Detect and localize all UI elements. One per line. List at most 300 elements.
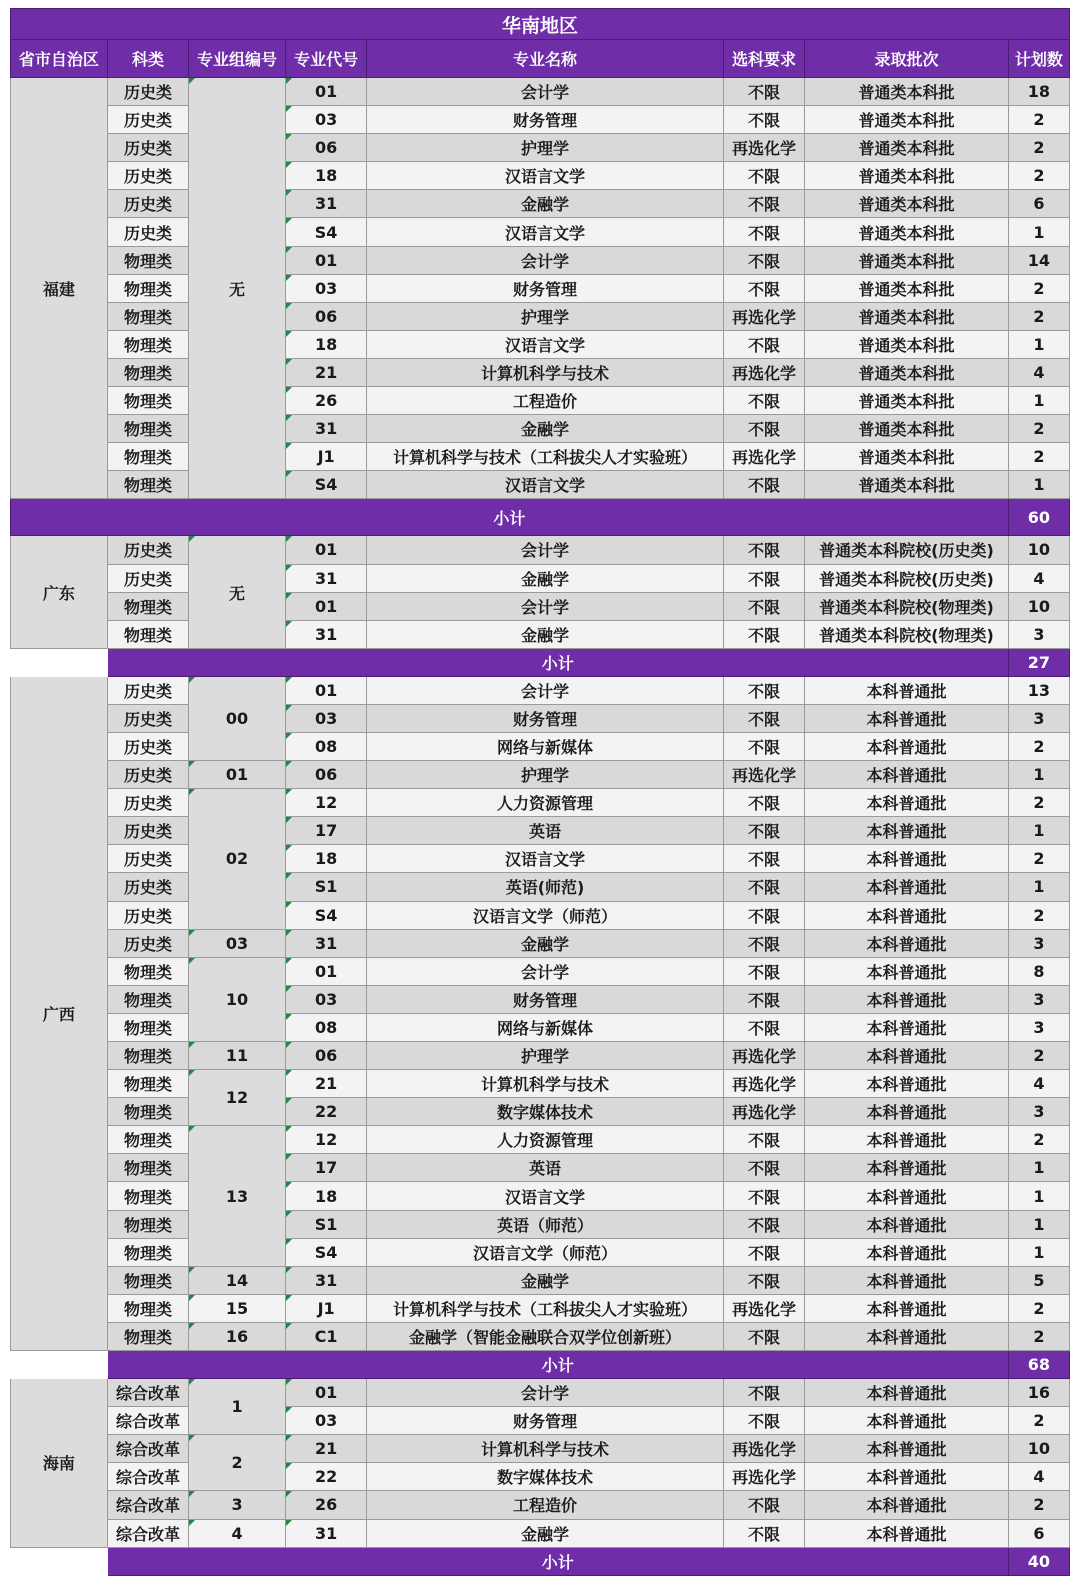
group-code-cell: 14 [189,1266,286,1294]
major-code-cell: 03 [285,274,366,302]
table-row [11,761,1070,789]
table-row [11,592,1070,620]
category-cell: 历史类 [107,929,188,957]
category-cell: 历史类 [107,704,188,732]
batch-cell: 普通类本科批 [805,358,1009,386]
requirement-cell: 再选化学 [723,1435,804,1463]
plan-cell: 4 [1008,358,1069,386]
major-name-cell: 工程造价 [367,1491,723,1519]
major-code-cell: 22 [285,1098,366,1126]
plan-cell: 2 [1008,1126,1069,1154]
category-cell: 历史类 [107,190,188,218]
subtotal-row [11,499,1070,536]
header-group-code: 专业组编号 [189,40,286,78]
plan-cell: 3 [1008,985,1069,1013]
table-row [11,1042,1070,1070]
requirement-cell: 不限 [723,1379,804,1407]
table-row [11,732,1070,760]
requirement-cell: 不限 [723,620,804,648]
requirement-cell: 不限 [723,873,804,901]
plan-cell: 1 [1008,817,1069,845]
table-row [11,845,1070,873]
category-cell: 历史类 [107,536,188,564]
requirement-cell: 不限 [723,1322,804,1350]
subtotal-row [11,1351,1070,1379]
table-row [11,218,1070,246]
requirement-cell: 不限 [723,704,804,732]
category-cell: 历史类 [107,817,188,845]
requirement-cell: 不限 [723,162,804,190]
category-cell: 历史类 [107,901,188,929]
batch-cell: 本科普通批 [805,929,1009,957]
plan-cell: 2 [1008,1042,1069,1070]
category-cell: 综合改革 [107,1435,188,1463]
table-row [11,789,1070,817]
major-name-cell: 会计学 [367,676,723,704]
batch-cell: 普通类本科批 [805,302,1009,330]
major-code-cell: 06 [285,134,366,162]
major-name-cell: 金融学 [367,1519,723,1547]
major-code-cell: 01 [285,536,366,564]
major-name-cell: 网络与新媒体 [367,1013,723,1041]
batch-cell: 本科普通批 [805,704,1009,732]
plan-cell: 2 [1008,162,1069,190]
category-cell: 物理类 [107,1126,188,1154]
category-cell: 物理类 [107,443,188,471]
major-name-cell: 英语（师范） [367,1210,723,1238]
subtotal-value: 60 [1008,499,1069,536]
category-cell: 历史类 [107,162,188,190]
plan-cell: 3 [1008,1098,1069,1126]
major-code-cell: 31 [285,564,366,592]
header-plan: 计划数 [1008,40,1069,78]
batch-cell: 普通类本科院校(历史类) [805,564,1009,592]
batch-cell: 普通类本科批 [805,246,1009,274]
batch-cell: 本科普通批 [805,1154,1009,1182]
batch-cell: 本科普通批 [805,1266,1009,1294]
major-name-cell: 会计学 [367,78,723,106]
group-code-cell: 13 [189,1126,286,1266]
batch-cell: 普通类本科批 [805,387,1009,415]
major-name-cell: 计算机科学与技术 [367,358,723,386]
table-row [11,1463,1070,1491]
major-code-cell: 21 [285,1435,366,1463]
table-row [11,330,1070,358]
header-category: 科类 [107,40,188,78]
group-code-cell: 11 [189,1042,286,1070]
requirement-cell: 不限 [723,246,804,274]
table-row [11,1294,1070,1322]
requirement-cell: 不限 [723,901,804,929]
category-cell: 物理类 [107,415,188,443]
category-cell: 历史类 [107,845,188,873]
subtotal-value: 68 [1008,1351,1069,1379]
requirement-cell: 不限 [723,845,804,873]
subtotal-label: 小计 [107,648,1008,676]
table-row [11,536,1070,564]
requirement-cell: 再选化学 [723,443,804,471]
header-major-code: 专业代号 [285,40,366,78]
major-code-cell: 31 [285,1266,366,1294]
plan-cell: 1 [1008,330,1069,358]
plan-cell: 2 [1008,106,1069,134]
plan-cell: 2 [1008,901,1069,929]
group-code-cell: 10 [189,957,286,1041]
table-row [11,817,1070,845]
major-name-cell: 数字媒体技术 [367,1098,723,1126]
batch-cell: 本科普通批 [805,1463,1009,1491]
table-row [11,1435,1070,1463]
table-row [11,620,1070,648]
requirement-cell: 再选化学 [723,134,804,162]
plan-cell: 2 [1008,302,1069,330]
batch-cell: 普通类本科院校(物理类) [805,592,1009,620]
requirement-cell: 不限 [723,106,804,134]
group-code-cell: 00 [189,676,286,760]
requirement-cell: 再选化学 [723,302,804,330]
major-name-cell: 计算机科学与技术 [367,1435,723,1463]
major-name-cell: 会计学 [367,1379,723,1407]
requirement-cell: 不限 [723,387,804,415]
requirement-cell: 不限 [723,732,804,760]
batch-cell: 普通类本科批 [805,162,1009,190]
plan-cell: 8 [1008,957,1069,985]
group-code-cell: 无 [189,536,286,648]
table-row [11,873,1070,901]
major-code-cell: 31 [285,1519,366,1547]
category-cell: 物理类 [107,330,188,358]
requirement-cell: 再选化学 [723,1042,804,1070]
major-code-cell: 22 [285,1463,366,1491]
major-name-cell: 护理学 [367,302,723,330]
batch-cell: 本科普通批 [805,985,1009,1013]
category-cell: 物理类 [107,985,188,1013]
batch-cell: 本科普通批 [805,901,1009,929]
table-row [11,415,1070,443]
batch-cell: 本科普通批 [805,817,1009,845]
category-cell: 综合改革 [107,1407,188,1435]
table-row [11,676,1070,704]
category-cell: 物理类 [107,592,188,620]
major-name-cell: 财务管理 [367,274,723,302]
plan-cell: 2 [1008,1294,1069,1322]
batch-cell: 普通类本科批 [805,471,1009,499]
table-row [11,1182,1070,1210]
category-cell: 物理类 [107,1182,188,1210]
major-code-cell: S4 [285,218,366,246]
plan-cell: 10 [1008,536,1069,564]
batch-cell: 本科普通批 [805,789,1009,817]
table-row [11,274,1070,302]
major-name-cell: 汉语言文学 [367,1182,723,1210]
table-row [11,1238,1070,1266]
major-code-cell: 03 [285,704,366,732]
subtotal-value: 27 [1008,648,1069,676]
requirement-cell: 不限 [723,1407,804,1435]
major-code-cell: 18 [285,330,366,358]
table-row [11,1154,1070,1182]
plan-cell: 1 [1008,1154,1069,1182]
category-cell: 物理类 [107,1322,188,1350]
major-name-cell: 会计学 [367,246,723,274]
plan-cell: 3 [1008,1013,1069,1041]
requirement-cell: 再选化学 [723,761,804,789]
batch-cell: 普通类本科批 [805,78,1009,106]
major-name-cell: 财务管理 [367,985,723,1013]
major-code-cell: S4 [285,1238,366,1266]
major-name-cell: 人力资源管理 [367,1126,723,1154]
batch-cell: 本科普通批 [805,1042,1009,1070]
major-name-cell: 汉语言文学 [367,330,723,358]
table-row [11,1322,1070,1350]
major-name-cell: 会计学 [367,536,723,564]
major-name-cell: 数字媒体技术 [367,1463,723,1491]
plan-cell: 1 [1008,1182,1069,1210]
requirement-cell: 不限 [723,274,804,302]
major-code-cell: 01 [285,592,366,620]
requirement-cell: 再选化学 [723,1294,804,1322]
major-code-cell: 18 [285,1182,366,1210]
category-cell: 物理类 [107,1238,188,1266]
category-cell: 综合改革 [107,1519,188,1547]
batch-cell: 本科普通批 [805,1407,1009,1435]
table-row [11,246,1070,274]
category-cell: 物理类 [107,1294,188,1322]
major-code-cell: 18 [285,845,366,873]
plan-cell: 3 [1008,929,1069,957]
group-code-cell: 无 [189,78,286,499]
plan-cell: 1 [1008,471,1069,499]
major-name-cell: 金融学 [367,929,723,957]
major-code-cell: 06 [285,1042,366,1070]
group-code-cell: 03 [189,929,286,957]
major-code-cell: 01 [285,957,366,985]
table-row [11,162,1070,190]
batch-cell: 本科普通批 [805,1182,1009,1210]
requirement-cell: 不限 [723,817,804,845]
plan-cell: 1 [1008,1210,1069,1238]
plan-cell: 16 [1008,1379,1069,1407]
subtotal-row [11,1547,1070,1575]
plan-cell: 1 [1008,218,1069,246]
major-code-cell: 08 [285,732,366,760]
major-name-cell: 金融学 [367,190,723,218]
requirement-cell: 不限 [723,536,804,564]
major-name-cell: 汉语言文学 [367,845,723,873]
batch-cell: 普通类本科院校(历史类) [805,536,1009,564]
requirement-cell: 不限 [723,1519,804,1547]
group-code-cell: 02 [189,789,286,929]
group-code-cell: 15 [189,1294,286,1322]
plan-cell: 4 [1008,564,1069,592]
group-code-cell: 16 [189,1322,286,1350]
group-code-cell: 4 [189,1519,286,1547]
plan-cell: 2 [1008,1322,1069,1350]
table-row [11,1126,1070,1154]
plan-cell: 3 [1008,704,1069,732]
group-code-cell: 3 [189,1491,286,1519]
category-cell: 物理类 [107,358,188,386]
batch-cell: 本科普通批 [805,1098,1009,1126]
header-batch: 录取批次 [805,40,1009,78]
requirement-cell: 不限 [723,1182,804,1210]
major-code-cell: 26 [285,387,366,415]
major-code-cell: 03 [285,106,366,134]
batch-cell: 普通类本科批 [805,274,1009,302]
requirement-cell: 再选化学 [723,1098,804,1126]
major-name-cell: 汉语言文学 [367,471,723,499]
province-cell: 福建 [11,78,108,499]
major-code-cell: 31 [285,620,366,648]
plan-cell: 1 [1008,761,1069,789]
subtotal-value: 40 [1008,1547,1069,1575]
major-name-cell: 金融学 [367,620,723,648]
requirement-cell: 不限 [723,415,804,443]
category-cell: 物理类 [107,620,188,648]
table-row [11,1070,1070,1098]
requirement-cell: 不限 [723,1210,804,1238]
table-row [11,1266,1070,1294]
plan-cell: 10 [1008,592,1069,620]
province-cell: 广西 [11,676,108,1350]
major-code-cell: 26 [285,1491,366,1519]
major-name-cell: 护理学 [367,761,723,789]
batch-cell: 普通类本科批 [805,330,1009,358]
major-name-cell: 财务管理 [367,704,723,732]
category-cell: 历史类 [107,78,188,106]
requirement-cell: 不限 [723,985,804,1013]
batch-cell: 本科普通批 [805,1126,1009,1154]
category-cell: 物理类 [107,1013,188,1041]
subtotal-spacer [11,1351,108,1379]
batch-cell: 普通类本科批 [805,415,1009,443]
major-code-cell: 01 [285,1379,366,1407]
plan-cell: 3 [1008,620,1069,648]
major-name-cell: 计算机科学与技术（工科拔尖人才实验班） [367,1294,723,1322]
category-cell: 历史类 [107,676,188,704]
requirement-cell: 不限 [723,789,804,817]
major-code-cell: 06 [285,761,366,789]
batch-cell: 普通类本科批 [805,218,1009,246]
header-province: 省市自治区 [11,40,108,78]
table-row [11,957,1070,985]
major-code-cell: 31 [285,190,366,218]
table-row [11,929,1070,957]
major-name-cell: 网络与新媒体 [367,732,723,760]
batch-cell: 本科普通批 [805,1070,1009,1098]
plan-cell: 6 [1008,190,1069,218]
plan-cell: 5 [1008,1266,1069,1294]
province-cell: 海南 [11,1379,108,1548]
major-name-cell: 计算机科学与技术（工科拔尖人才实验班） [367,443,723,471]
category-cell: 物理类 [107,1210,188,1238]
major-code-cell: S1 [285,873,366,901]
group-code-cell: 1 [189,1379,286,1435]
requirement-cell: 不限 [723,1154,804,1182]
major-code-cell: J1 [285,1294,366,1322]
category-cell: 历史类 [107,873,188,901]
subtotal-label: 小计 [107,1351,1008,1379]
batch-cell: 普通类本科批 [805,190,1009,218]
category-cell: 物理类 [107,1154,188,1182]
batch-cell: 本科普通批 [805,845,1009,873]
category-cell: 物理类 [107,1070,188,1098]
category-cell: 历史类 [107,106,188,134]
major-code-cell: 31 [285,929,366,957]
table-row [11,564,1070,592]
major-name-cell: 财务管理 [367,1407,723,1435]
category-cell: 历史类 [107,732,188,760]
table-row [11,1379,1070,1407]
requirement-cell: 不限 [723,471,804,499]
batch-cell: 普通类本科批 [805,106,1009,134]
category-cell: 综合改革 [107,1463,188,1491]
major-code-cell: S4 [285,901,366,929]
batch-cell: 本科普通批 [805,873,1009,901]
table-row [11,471,1070,499]
major-name-cell: 汉语言文学（师范） [367,901,723,929]
header-requirement: 选科要求 [723,40,804,78]
major-code-cell: S1 [285,1210,366,1238]
requirement-cell: 不限 [723,1238,804,1266]
table-row [11,901,1070,929]
table-row [11,106,1070,134]
plan-cell: 4 [1008,1070,1069,1098]
subtotal-row [11,648,1070,676]
major-code-cell: 01 [285,78,366,106]
major-code-cell: 03 [285,1407,366,1435]
table-row [11,704,1070,732]
requirement-cell: 不限 [723,330,804,358]
major-code-cell: 18 [285,162,366,190]
major-name-cell: 会计学 [367,592,723,620]
plan-cell: 2 [1008,134,1069,162]
requirement-cell: 不限 [723,78,804,106]
table-row [11,1519,1070,1547]
table-row [11,1210,1070,1238]
major-name-cell: 英语(师范) [367,873,723,901]
plan-cell: 1 [1008,873,1069,901]
major-code-cell: 06 [285,302,366,330]
category-cell: 历史类 [107,761,188,789]
plan-cell: 2 [1008,274,1069,302]
category-cell: 综合改革 [107,1491,188,1519]
major-name-cell: 金融学（智能金融联合双学位创新班） [367,1322,723,1350]
batch-cell: 本科普通批 [805,1210,1009,1238]
requirement-cell: 不限 [723,1491,804,1519]
requirement-cell: 不限 [723,218,804,246]
subtotal-label: 小计 [11,499,1009,536]
category-cell: 物理类 [107,1266,188,1294]
major-code-cell: 01 [285,246,366,274]
major-name-cell: 护理学 [367,1042,723,1070]
category-cell: 物理类 [107,302,188,330]
group-code-cell: 2 [189,1435,286,1491]
batch-cell: 本科普通批 [805,1379,1009,1407]
batch-cell: 本科普通批 [805,1491,1009,1519]
table-row [11,1491,1070,1519]
category-cell: 物理类 [107,274,188,302]
category-cell: 物理类 [107,387,188,415]
table-row [11,443,1070,471]
requirement-cell: 再选化学 [723,1463,804,1491]
major-name-cell: 英语 [367,817,723,845]
subtotal-spacer [11,1547,108,1575]
requirement-cell: 不限 [723,1126,804,1154]
category-cell: 物理类 [107,471,188,499]
batch-cell: 本科普通批 [805,761,1009,789]
table-row [11,134,1070,162]
